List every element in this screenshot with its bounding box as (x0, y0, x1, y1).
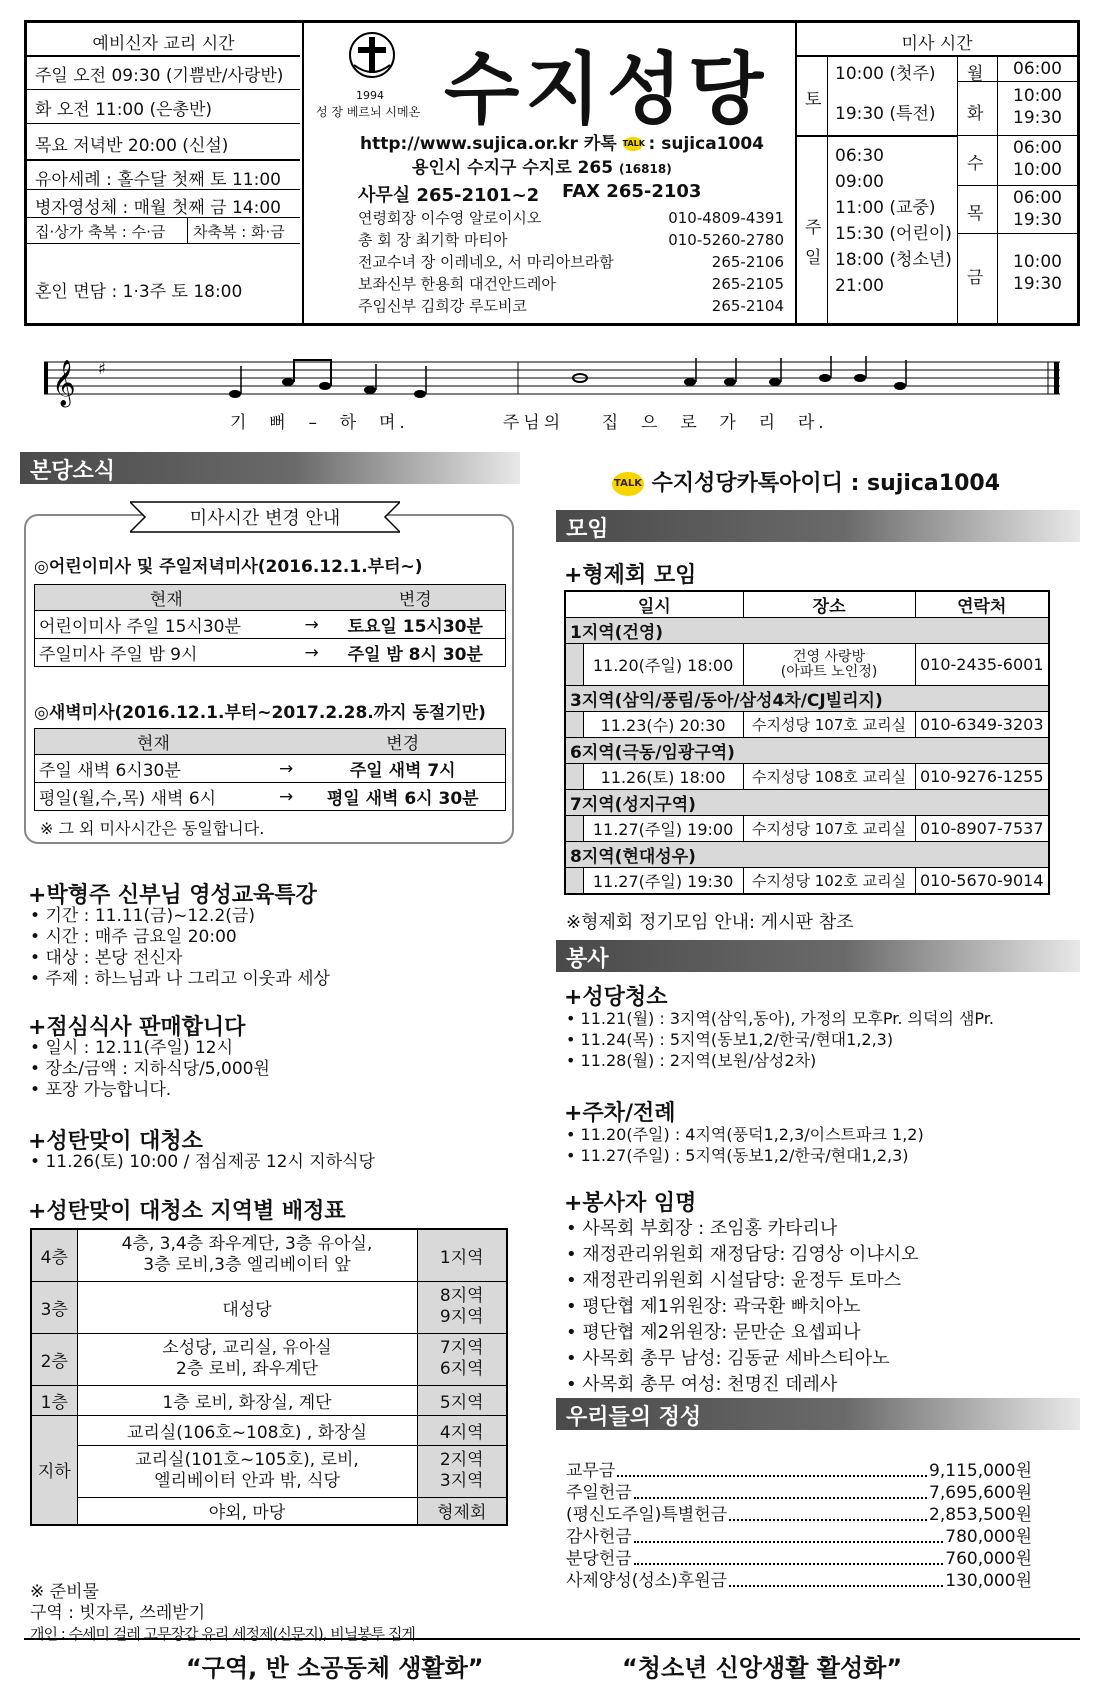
contact-phone: 265-2106 (711, 253, 784, 271)
offering-amount: 2,853,500원 (929, 1505, 1032, 1525)
region-row: 8지역(현대성우) (565, 842, 1049, 868)
contact-phone: 010-4809-4391 (668, 209, 784, 227)
offering-row (566, 1526, 1032, 1548)
sun-mass: 15:30 (어린이) (835, 224, 952, 244)
list-item: • 11.28(월) : 2지역(보원/삼성2차) (566, 1050, 994, 1071)
contact-phone: 010-5260-2780 (668, 231, 784, 249)
place-cell: 야외, 마당 (77, 1497, 417, 1525)
date-cell: 11.27(주일) 19:30 (583, 868, 743, 894)
offering-name: 분당헌금 (566, 1549, 632, 1569)
footer-rule (24, 1638, 1080, 1640)
saturday-label: 토 (805, 90, 822, 110)
table-cell: 주일 새벽 7시 (300, 755, 505, 783)
date-cell: 11.23(수) 20:30 (583, 712, 743, 738)
wed-times: 06:00 10:00 (1013, 138, 1062, 180)
area-cell: 형제회 (417, 1497, 507, 1525)
dawn-mass-table (34, 728, 506, 811)
date-cell: 11.27(주일) 19:00 (583, 816, 743, 842)
offering-row (566, 1482, 1032, 1504)
list-item: • 대상 : 본당 전신자 (30, 948, 330, 969)
region-row: 7지역(성지구역) (565, 790, 1049, 816)
offering-name: (평신도주일)특별헌금 (566, 1505, 728, 1525)
contact-roles (358, 207, 614, 317)
sun-mass: 06:30 (835, 146, 884, 166)
lecture-title: +박형주 신부님 영성교육특강 (28, 883, 317, 908)
floor-cell: 지하 (31, 1415, 77, 1525)
contact-role: 연령회장 이수영 알로이시오 (358, 209, 542, 227)
contact-role: 총 회 장 최기학 마티아 (358, 231, 508, 249)
floor-cell: 1층 (31, 1385, 77, 1415)
sat-mass-2: 19:30 (특전) (835, 104, 936, 124)
assign-table (30, 1228, 508, 1526)
church-name: 수지성당 (444, 45, 770, 135)
region-row: 3지역(삼익/풍림/동아/삼성4차/CJ빌리지) (565, 686, 1049, 712)
weekday-wed: 수 (967, 154, 984, 174)
place-cell: 교리실(106호~108호) , 화장실 (77, 1415, 417, 1445)
table-cell: 평일(월,수,목) 새벽 6시 (35, 783, 272, 811)
appoint-title: +봉사자 임명 (564, 1191, 697, 1216)
table-cell: 주일미사 주일 밤 9시 (35, 639, 298, 667)
hymn-staff (40, 352, 1070, 432)
list-item: ※ 준비물 (30, 1582, 99, 1602)
list-item: • 시간 : 매주 금요일 20:00 (30, 927, 330, 948)
list-item: • 11.21(월) : 3지역(삼익,동아), 가정의 모후Pr. 의덕의 샘Pr. (566, 1008, 994, 1029)
section-offerings: 우리들의 정성 (556, 1398, 1080, 1430)
weekday-mon: 월 (967, 64, 984, 84)
tel-cell: 010-2435-6001 (915, 644, 1049, 686)
tel-cell: 010-6349-3203 (915, 712, 1049, 738)
region-row: 6지역(극동/임광구역) (565, 738, 1049, 764)
weekday-thu: 목 (967, 204, 984, 224)
hymn-lyrics: 기 뻐 – 하 며. 주님의 집 으 로 가 리 라. (230, 413, 828, 433)
region-row: 1지역(건영) (565, 618, 1049, 644)
address: 용인시 수지구 수지로 265 (412, 158, 614, 178)
offerings-list (566, 1460, 1032, 1592)
list-item: • 포장 가능합니다. (30, 1080, 270, 1101)
brotherhood-table (564, 590, 1050, 895)
tel-cell: 010-5670-9014 (915, 868, 1049, 894)
date-cell: 11.26(토) 18:00 (583, 764, 743, 790)
list-item: • 일시 : 12.11(주일) 12시 (30, 1038, 270, 1059)
col-change: 변경 (300, 729, 505, 755)
offering-name: 감사헌금 (566, 1527, 632, 1547)
offering-row (566, 1570, 1032, 1592)
kids-mass-title: ◎어린이미사 및 주일저녁미사(2016.12.1.부터~) (34, 557, 423, 577)
list-item: • 평단협 제2위원장: 문만순 요셉피나 (566, 1320, 919, 1346)
sun-mass: 09:00 (835, 172, 884, 192)
office-phone: 사무실 265-2101~2 (358, 185, 540, 206)
catechism-panel (27, 23, 302, 329)
weekday-tue: 화 (967, 104, 984, 124)
logo-year: 1994 (356, 89, 384, 102)
area-cell: 5지역 (417, 1385, 507, 1415)
sun-mass: 11:00 (교중) (835, 198, 936, 218)
cleaning-details (30, 1152, 375, 1173)
lunch-details (30, 1038, 270, 1101)
mass-times (797, 23, 1077, 323)
brotherhood-note: ※형제회 정기모임 안내: 게시판 참조 (566, 912, 854, 933)
col-change: 변경 (326, 585, 506, 611)
church-info (304, 23, 794, 329)
table-cell: 어린이미사 주일 15시30분 (35, 611, 298, 639)
date-cell: 11.20(주일) 18:00 (583, 644, 743, 686)
car-blessing: 차축복 : 화·금 (193, 223, 285, 241)
sick-communion: 병자영성체 : 매월 첫째 금 14:00 (35, 198, 281, 218)
tue-times: 10:00 19:30 (1013, 86, 1062, 128)
place-cell: 대성당 (77, 1281, 417, 1333)
floor-cell: 3층 (31, 1281, 77, 1333)
table-cell: 평일 새벽 6시 30분 (300, 783, 505, 811)
catechism-title: 예비신자 교리 시간 (92, 34, 235, 54)
infant-baptism: 유아세례 : 홀수달 첫째 토 11:00 (35, 170, 281, 190)
fri-times: 10:00 19:30 (1013, 252, 1062, 294)
area-cell: 1지역 (417, 1229, 507, 1281)
offering-amount: 7,695,600원 (929, 1483, 1032, 1503)
brotherhood-title: +형제회 모임 (564, 563, 697, 588)
list-item: • 평단협 제1위원장: 곽국환 빠치아노 (566, 1294, 919, 1320)
catechism-thu: 목요 저녁반 20:00 (신설) (35, 136, 229, 156)
zip-code: (16818) (618, 162, 672, 176)
kids-mass-table (34, 584, 506, 667)
house-blessing: 집·상가 축복 : 수·금 (35, 223, 166, 241)
offering-amount: 780,000원 (945, 1527, 1032, 1547)
svg-text:♯: ♯ (98, 359, 106, 378)
list-item: • 주제 : 하느님과 나 그리고 이웃과 세상 (30, 969, 330, 990)
tel-cell: 010-8907-7537 (915, 816, 1049, 842)
place-cell: 수지성당 108호 교리실 (743, 764, 915, 790)
area-cell: 2지역 3지역 (417, 1445, 507, 1497)
sun-mass: 21:00 (835, 276, 884, 296)
sat-mass-1: 10:00 (첫주) (835, 64, 936, 84)
lunch-title: +점심식사 판매합니다 (28, 1015, 246, 1040)
notice-title: 미사시간 변경 안내 (189, 508, 341, 529)
list-item: 구역 : 빗자루, 쓰레받기 (30, 1603, 206, 1623)
offering-row (566, 1504, 1032, 1526)
area-cell: 7지역 6지역 (417, 1333, 507, 1385)
sun-mass: 18:00 (청소년) (835, 250, 952, 270)
weekday-fri: 금 (967, 268, 984, 288)
mass-title: 미사 시간 (901, 34, 973, 54)
offering-row (566, 1548, 1032, 1570)
catechism-sun: 주일 오전 09:30 (기쁨반/사랑반) (35, 66, 284, 86)
place-cell: 4층, 3,4층 좌우계단, 3층 유아실, 3층 로비,3층 엘리베이터 앞 (77, 1229, 417, 1281)
list-item: • 장소/금액 : 지하식당/5,000원 (30, 1059, 270, 1080)
contact-phones (604, 207, 784, 317)
col-header: 연락처 (915, 591, 1049, 618)
kakao-id: : sujica1004 (648, 134, 764, 154)
footer-motto-right: “청소년 신앙생활 활성화” (622, 1654, 903, 1682)
table-cell: 주일 밤 8시 30분 (326, 639, 506, 667)
offering-amount: 760,000원 (945, 1549, 1032, 1569)
kakao-label: 카톡 (583, 134, 617, 154)
kakao-banner (612, 466, 1000, 497)
place-cell: 소성당, 교리실, 유아실 2층 로비, 좌우계단 (77, 1333, 417, 1385)
section-parish-news: 본당소식 (20, 452, 520, 484)
list-item: • 재정관리위원회 재정담당: 김영상 이냐시오 (566, 1242, 919, 1268)
table-cell: 토요일 15시30분 (326, 611, 506, 639)
offering-name: 주일헌금 (566, 1483, 632, 1503)
list-item: • 기간 : 11.11(금)~12.2(금) (30, 906, 330, 927)
contact-phone: 265-2104 (711, 297, 784, 315)
parking-list (566, 1124, 924, 1166)
cleaning-title: +성탄맞이 대청소 (28, 1129, 203, 1154)
section-service: 봉사 (556, 940, 1080, 972)
col-header: 일시 (565, 591, 743, 618)
place-cell: 수지성당 107호 교리실 (743, 816, 915, 842)
arrow: → (298, 639, 326, 667)
parking-title: +주차/전례 (564, 1101, 676, 1126)
list-item: • 11.27(주일) : 5지역(동보1,2/한국/현대1,2,3) (566, 1145, 924, 1166)
footer-motto-left: “구역, 반 소공동체 생활화” (186, 1654, 484, 1682)
church-logo-icon (342, 29, 402, 89)
notice-ribbon (130, 498, 400, 536)
contact-role: 주임신부 김희강 루도비코 (358, 297, 527, 315)
lecture-details (30, 906, 330, 990)
arrow: → (272, 755, 300, 783)
mon-times: 06:00 (1013, 59, 1062, 79)
col-now: 현재 (35, 729, 272, 755)
tel-cell: 010-9276-1255 (915, 764, 1049, 790)
offering-amount: 9,115,000원 (929, 1461, 1032, 1481)
contact-role: 보좌신부 한용희 대건안드레아 (358, 275, 556, 293)
place-cell: 건영 사랑방 (아파트 노인정) (743, 644, 915, 686)
col-header: 장소 (743, 591, 915, 618)
logo-patron: 성 장 베르뇌 시메온 (316, 105, 421, 119)
sunday-times (835, 143, 952, 299)
list-item: • 사목회 부회장 : 조임홍 카타리나 (566, 1216, 919, 1242)
assign-title: +성탄맞이 대청소 지역별 배정표 (28, 1199, 346, 1224)
place-cell: 1층 로비, 화장실, 계단 (77, 1385, 417, 1415)
list-item: • 11.20(주일) : 4지역(풍덕1,2,3/이스트파크 1,2) (566, 1124, 924, 1145)
contact-role: 전교수녀 장 이레네오, 서 마리아브라함 (358, 253, 614, 271)
area-cell: 4지역 (417, 1415, 507, 1445)
kakao-id-text: 수지성당카톡아이디 : sujica1004 (651, 471, 1001, 496)
website-link[interactable]: http://www.sujica.or.kr (360, 134, 578, 154)
floor-cell: 2층 (31, 1333, 77, 1385)
kakao-talk-icon: TALK (612, 472, 644, 496)
header-box (24, 20, 1080, 326)
offering-row (566, 1460, 1032, 1482)
list-item: • 사목회 총무 남성: 김동균 세바스티아노 (566, 1346, 919, 1372)
offering-name: 사제양성(성소)후원금 (566, 1571, 728, 1591)
contact-phone: 265-2105 (711, 275, 784, 293)
fax-number: FAX 265-2103 (562, 181, 702, 202)
offering-name: 교무금 (566, 1461, 616, 1481)
prep-list (30, 1582, 415, 1645)
section-meetings: 모임 (556, 510, 1080, 542)
same-time-note: ※ 그 외 미사시간은 동일합니다. (40, 819, 265, 838)
offering-amount: 130,000원 (945, 1571, 1032, 1591)
list-item: 개인 : 수세미 걸레 고무장갑 유리 세정제(신문지), 비닐봉투 집게 (30, 1625, 415, 1643)
sunday-label: 주일 (805, 218, 822, 268)
dawn-mass-title: ◎새벽미사(2016.12.1.부터~2017.2.28.까지 동절기만) (34, 703, 486, 723)
place-cell: 수지성당 107호 교리실 (743, 712, 915, 738)
list-item: • 11.26(토) 10:00 / 점심제공 12시 지하식당 (30, 1152, 375, 1173)
thu-times: 06:00 19:30 (1013, 188, 1062, 230)
floor-cell: 4층 (31, 1229, 77, 1281)
arrow: → (298, 611, 326, 639)
place-cell: 수지성당 102호 교리실 (743, 868, 915, 894)
catechism-tue: 화 오전 11:00 (은총반) (35, 100, 212, 120)
list-item: • 재정관리위원회 시설담당: 윤정두 토마스 (566, 1268, 919, 1294)
list-item: • 11.24(목) : 5지역(동보1,2/한국/현대1,2,3) (566, 1029, 994, 1050)
list-item: • 사목회 총무 여성: 천명진 데레사 (566, 1372, 919, 1398)
church-cleaning-title: +성당청소 (564, 985, 668, 1010)
svg-text:𝄞: 𝄞 (52, 360, 76, 406)
appoint-list (566, 1216, 919, 1398)
church-cleaning-list (566, 1008, 994, 1071)
kakao-talk-icon: TALK (623, 137, 643, 151)
table-cell: 주일 새벽 6시30분 (35, 755, 272, 783)
col-now: 현재 (35, 585, 298, 611)
wedding-consult: 혼인 면담 : 1·3주 토 18:00 (35, 282, 243, 302)
place-cell: 교리실(101호~105호), 로비, 엘리베이터 안과 밖, 식당 (77, 1445, 417, 1497)
area-cell: 8지역 9지역 (417, 1281, 507, 1333)
arrow: → (272, 783, 300, 811)
